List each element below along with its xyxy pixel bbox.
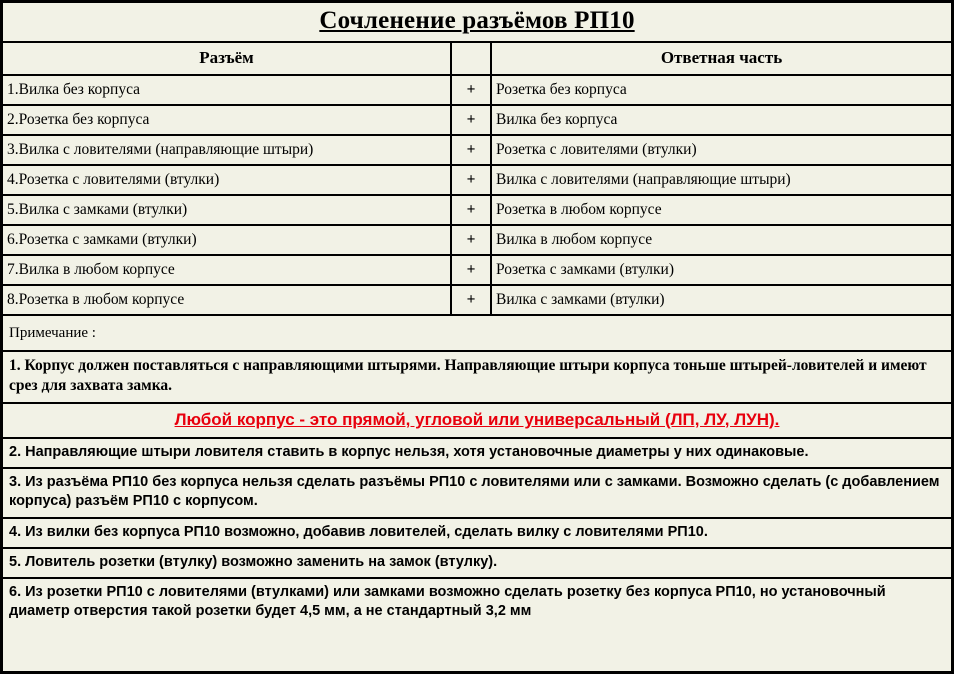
cell-connector: 1.Вилка без корпуса: [3, 75, 451, 105]
table-row: [3, 135, 951, 165]
table-row: [3, 165, 951, 195]
cell-connector: 3.Вилка с ловителями (направляющие штыри): [3, 135, 451, 165]
table-row: [3, 195, 951, 225]
page-title: Сочленение разъёмов РП10: [3, 3, 951, 43]
cell-connector: 6.Розетка с замками (втулки): [3, 225, 451, 255]
cell-counterpart: Розетка с ловителями (втулки): [491, 135, 951, 165]
cell-connector: 8.Розетка в любом корпусе: [3, 285, 451, 315]
cell-counterpart: Вилка без корпуса: [491, 105, 951, 135]
cell-plus: +: [451, 165, 491, 195]
note-item-6: 6. Из розетки РП10 с ловителями (втулками) или замками возможно сделать розетку без корпуса РП10, но установочный диаметр отверстия такой розетки будет 4,5 мм, а не стандартный 3,2 мм: [9, 583, 886, 619]
cell-plus: +: [451, 255, 491, 285]
note-item-highlight: Любой корпус - это прямой, угловой или универсальный (ЛП, ЛУ, ЛУН).: [3, 404, 951, 439]
cell-connector: 7.Вилка в любом корпусе: [3, 255, 451, 285]
cell-counterpart: Розетка без корпуса: [491, 75, 951, 105]
cell-connector: 4.Розетка с ловителями (втулки): [3, 165, 451, 195]
column-header-plus: [451, 43, 491, 75]
cell-counterpart: Вилка с замками (втулки): [491, 285, 951, 315]
notes-section: [3, 316, 951, 671]
table-row: [3, 255, 951, 285]
table-row: [3, 225, 951, 255]
cell-plus: +: [451, 75, 491, 105]
column-header-connector: Разъём: [3, 43, 451, 75]
cell-counterpart: Вилка с ловителями (направляющие штыри): [491, 165, 951, 195]
cell-counterpart: Вилка в любом корпусе: [491, 225, 951, 255]
cell-counterpart: Розетка в любом корпусе: [491, 195, 951, 225]
note-item-3: 3. Из разъёма РП10 без корпуса нельзя сделать разъёмы РП10 с ловителями или с замками. Возможно сделать (с добавлением корпуса) разъём РП10 с корпусом.: [3, 469, 951, 518]
cell-counterpart: Розетка с замками (втулки): [491, 255, 951, 285]
cell-connector: 5.Вилка с замками (втулки): [3, 195, 451, 225]
table-row: [3, 285, 951, 315]
cell-plus: +: [451, 285, 491, 315]
column-header-counterpart: Ответная часть: [491, 43, 951, 75]
table-row: [3, 75, 951, 105]
note-item-1: 1. Корпус должен поставляться с направляющими штырями. Направляющие штыри корпуса тоньше штырей-ловителей и имеют срез для захвата замка.: [3, 352, 951, 404]
note-item-2: 2. Направляющие штыри ловителя ставить в корпус нельзя, хотя установочные диаметры у них одинаковые.: [3, 439, 951, 469]
note-item-5: 5. Ловитель розетки (втулку) возможно заменить на замок (втулку).: [3, 549, 951, 579]
cell-plus: +: [451, 225, 491, 255]
notes-label: Примечание :: [3, 316, 951, 352]
cell-plus: +: [451, 105, 491, 135]
table-row: [3, 105, 951, 135]
cell-connector: 2.Розетка без корпуса: [3, 105, 451, 135]
cell-plus: +: [451, 195, 491, 225]
note-item-4: 4. Из вилки без корпуса РП10 возможно, добавив ловителей, сделать вилку с ловителями РП10.: [3, 519, 951, 549]
cell-plus: +: [451, 135, 491, 165]
connector-mating-table: [3, 43, 951, 316]
table-header-row: [3, 43, 951, 75]
